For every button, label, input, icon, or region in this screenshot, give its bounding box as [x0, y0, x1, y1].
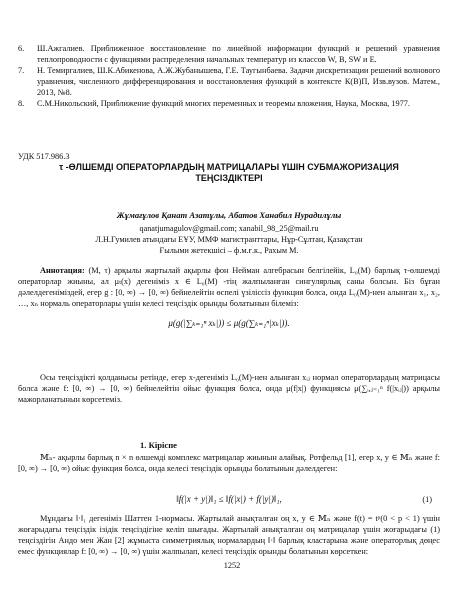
authors: Жұмағұлов Қанат Азатұлы, Абатов Ханабил Нурадилұлы [116, 210, 342, 220]
section-title: 1. Кіріспе [140, 440, 177, 450]
abstract-text: (M, τ) арқылы жартылай ақырлы фон Нейман алгебрасын белгілейік, L₀(M) барлық τ-өлшемді операторлар жиыны, ал μₜ(x) дегеніміз x ∈ L₀(M) -тің жалпыланған сингулярлық саны болсын. Біз бұған дәлелдегеніміздей, егер g : [0, ∞) → [0, ∞) бейнелейтін өспелі үзіліссіз функция болса, онда L₀(M)-нен алынған x₁, x₂, …, xₙ нормаль операторлары үшін келесі теңсіздік орынды болатынын білеміз: [18, 266, 440, 308]
reference-text: Ш.Ажгалиев. Приближенное восстановление по линейной информации функций и решений уравнения теплопроводности с функциями распределения начальных температур из классов W, B, SW и E. [37, 44, 440, 65]
reference-number: 8. [18, 99, 25, 109]
formula-2: ‖f(|x + y|)‖₁ ≤ ‖f(|x|) + f(|y|)‖₁, [176, 494, 282, 504]
paragraph-3: 𝕄ₙ- ақырлы барлық n × n өлшемді комплекс матрицалар жиынын алайық. Ротфельд [1], егер x, y ∈ 𝕄ₙ және f: [0, ∞) → [0, ∞) ойыс функция болса, онда келесі теңсіздік орынды болатынын дәлелдеген: [18, 453, 440, 473]
abstract-label: Аннотация: [40, 266, 85, 275]
title-line: ТЕҢСІЗДІКТЕРІ [195, 173, 263, 183]
reference-item [18, 65, 440, 98]
author-emails: qanatjumagulov@gmail.com; xanabil_98_25@mail.ru [139, 224, 319, 233]
references-list [18, 43, 440, 110]
affiliation: Л.Н.Гумилев атындағы ЕҰУ, ММФ магистранттары, Нұр-Сұлтан, Қазақстан [95, 235, 363, 244]
reference-item [18, 98, 440, 109]
reference-text: Н. Темиргалиев, Ш.К.Абикенова, А.Ж.Жубанышева, Г.Е. Таугынбаева. Задачи дискретизации решений волнового уравнения, численного дифференцирования и восстановления функций в контексте К(В)П, Изв.вузов. Матем., 2013, №8. [37, 66, 440, 98]
abstract-paragraph [18, 265, 440, 309]
reference-number: 7. [18, 66, 25, 76]
reference-item [18, 43, 440, 65]
page-number: 1252 [223, 561, 241, 570]
reference-text: С.М.Никольский, Приближение функций многих переменных и теоремы вложения, Наука, Москва, 1977. [37, 99, 411, 109]
paper-title [18, 162, 440, 184]
udk-code: УДК 517.986.3 [18, 152, 70, 161]
equation-number: (1) [422, 495, 432, 504]
formula-1: μ(g(|∑ₖ₌₁ⁿ xₖ|)) ≤ μ(g(∑ₖ₌₁ⁿ|xₖ|)). [168, 318, 290, 328]
reference-number: 6. [18, 44, 25, 53]
paragraph-4: Мұндағы ‖·‖₁ дегеніміз Шаттен 1-нормасы. Жартылай анықталған оң x, y ∈ 𝕄ₙ және f(t) = tᵖ(0 < p < 1) үшін жоғарыдағы теңсіздік ізідік теңсіздігіне келіп шығады. Жартылай анықталған оң матрицалар үшін жоғарыдағы (1) теңсіздігін Андо мен Жан [2] жұмыста симметриялық нормалардың ‖·‖ барлық кластарына және операторлық дөңес емес функциялар f: [0, ∞) → [0, ∞) үшін жалпылап, келесі теңсіздік орынды болатынын көрсеткен: [18, 514, 440, 556]
supervisor: Ғылыми жетекшісі – ф.м.ғ.к., Рахым М. [159, 246, 299, 255]
title-line: τ -ӨЛШЕМДІ ОПЕРАТОРЛАРДЫҢ МАТРИЦАЛАРЫ ҮШІН СУБМАЖОРИЗАЦИЯ [59, 162, 399, 172]
paragraph-2: Осы теңсіздікті қолданысы ретінде, егер x-дегеніміз L₀(M)-нен алынған xᵢⱼ нормал операторлардың матрицасы болса және f: [0, ∞) → [0, ∞) бейнелейтін ойыс функция болса, онда μ(f|x|) функциясы μ(∑ᵢ,ⱼ₌₁ⁿ f(|xᵢⱼ|)) арқылы мажорланатынын көрсетеміз. [18, 373, 440, 404]
